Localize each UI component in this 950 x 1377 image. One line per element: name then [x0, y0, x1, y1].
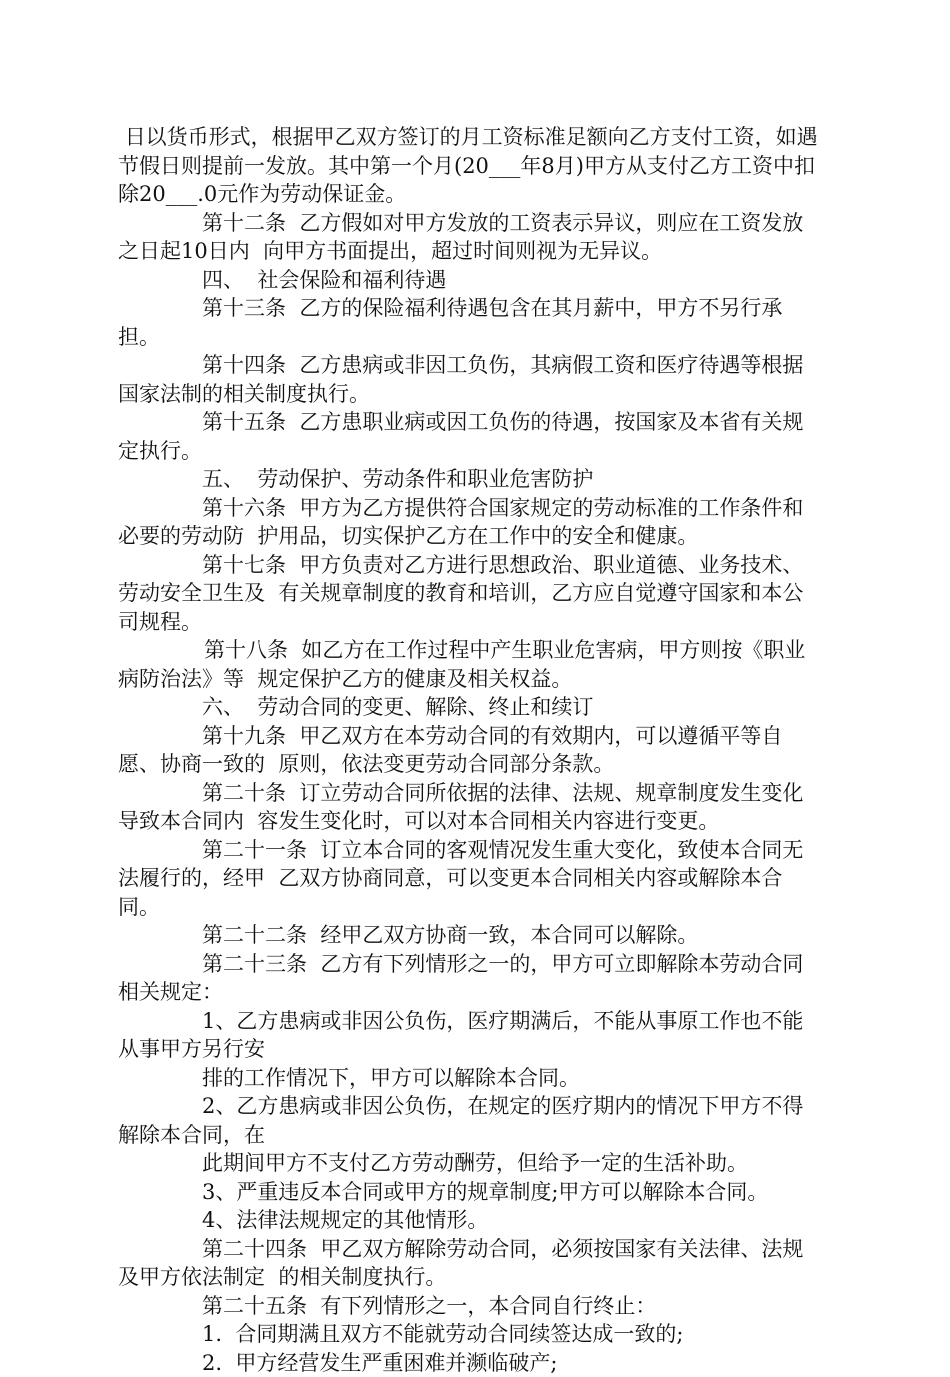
- paragraph-article-13: 第十三条 乙方的保险福利待遇包含在其月薪中，甲方不另行承担。: [118, 294, 820, 351]
- section-heading-6: 六、 劳动合同的变更、解除、终止和续订: [118, 693, 820, 722]
- paragraph-article-19: 第十九条 甲乙双方在本劳动合同的有效期内，可以遵循平等自愿、协商一致的 原则，依法变更劳动合同部分条款。: [118, 722, 820, 779]
- list-item-23-1-continued: 排的工作情况下，甲方可以解除本合同。: [118, 1064, 820, 1093]
- list-item-23-2: 2、乙方患病或非因公负伤，在规定的医疗期内的情况下甲方不得解除本合同，在: [118, 1092, 820, 1149]
- list-item-23-3: 3、严重违反本合同或甲方的规章制度;甲方可以解除本合同。: [118, 1178, 820, 1207]
- list-item-23-4: 4、法律法规规定的其他情形。: [118, 1206, 820, 1235]
- paragraph-article-22: 第二十二条 经甲乙双方协商一致，本合同可以解除。: [118, 921, 820, 950]
- paragraph-article-14: 第十四条 乙方患病或非因工负伤，其病假工资和医疗待遇等根据国家法制的相关制度执行。: [118, 351, 820, 408]
- section-heading-4: 四、 社会保险和福利待遇: [118, 266, 820, 295]
- paragraph-article-18: 第十八条 如乙方在工作过程中产生职业危害病，甲方则按《职业病防治法》等 规定保护乙方的健康及相关权益。: [118, 636, 820, 693]
- paragraph-wage-payment: 日以货币形式，根据甲乙双方签订的月工资标准足额向乙方支付工资，如遇节假日则提前一发放。其中第一个月(20___年8月)甲方从支付乙方工资中扣除20___.0元作为劳动保证金。: [118, 123, 820, 209]
- paragraph-article-21: 第二十一条 订立本合同的客观情况发生重大变化，致使本合同无法履行的，经甲 乙双方协商同意，可以变更本合同相关内容或解除本合同。: [118, 836, 820, 922]
- paragraph-article-17: 第十七条 甲方负责对乙方进行思想政治、职业道德、业务技术、劳动安全卫生及 有关规章制度的教育和培训，乙方应自觉遵守国家和本公司规程。: [118, 551, 820, 637]
- list-item-23-2-continued: 此期间甲方不支付乙方劳动酬劳，但给予一定的生活补助。: [118, 1149, 820, 1178]
- paragraph-article-15: 第十五条 乙方患职业病或因工负伤的待遇，按国家及本省有关规定执行。: [118, 408, 820, 465]
- list-item-25-2: 2. 甲方经营发生严重困难并濒临破产;: [118, 1349, 820, 1377]
- paragraph-article-20: 第二十条 订立劳动合同所依据的法律、法规、规章制度发生变化导致本合同内 容发生变化时，可以对本合同相关内容进行变更。: [118, 779, 820, 836]
- section-heading-5: 五、 劳动保护、劳动条件和职业危害防护: [118, 465, 820, 494]
- paragraph-article-12: 第十二条 乙方假如对甲方发放的工资表示异议，则应在工资发放之日起10日内 向甲方书面提出，超过时间则视为无异议。: [118, 209, 820, 266]
- list-item-23-1: 1、乙方患病或非因公负伤，医疗期满后，不能从事原工作也不能从事甲方另行安: [118, 1007, 820, 1064]
- paragraph-article-25: 第二十五条 有下列情形之一，本合同自行终止：: [118, 1292, 820, 1321]
- list-item-25-1: 1. 合同期满且双方不能就劳动合同续签达成一致的;: [118, 1320, 820, 1349]
- paragraph-article-16: 第十六条 甲方为乙方提供符合国家规定的劳动标准的工作条件和必要的劳动防 护用品，切实保护乙方在工作中的安全和健康。: [118, 494, 820, 551]
- paragraph-article-24: 第二十四条 甲乙双方解除劳动合同，必须按国家有关法律、法规及甲方依法制定 的相关制度执行。: [118, 1235, 820, 1292]
- paragraph-article-23: 第二十三条 乙方有下列情形之一的，甲方可立即解除本劳动合同相关规定：: [118, 950, 820, 1007]
